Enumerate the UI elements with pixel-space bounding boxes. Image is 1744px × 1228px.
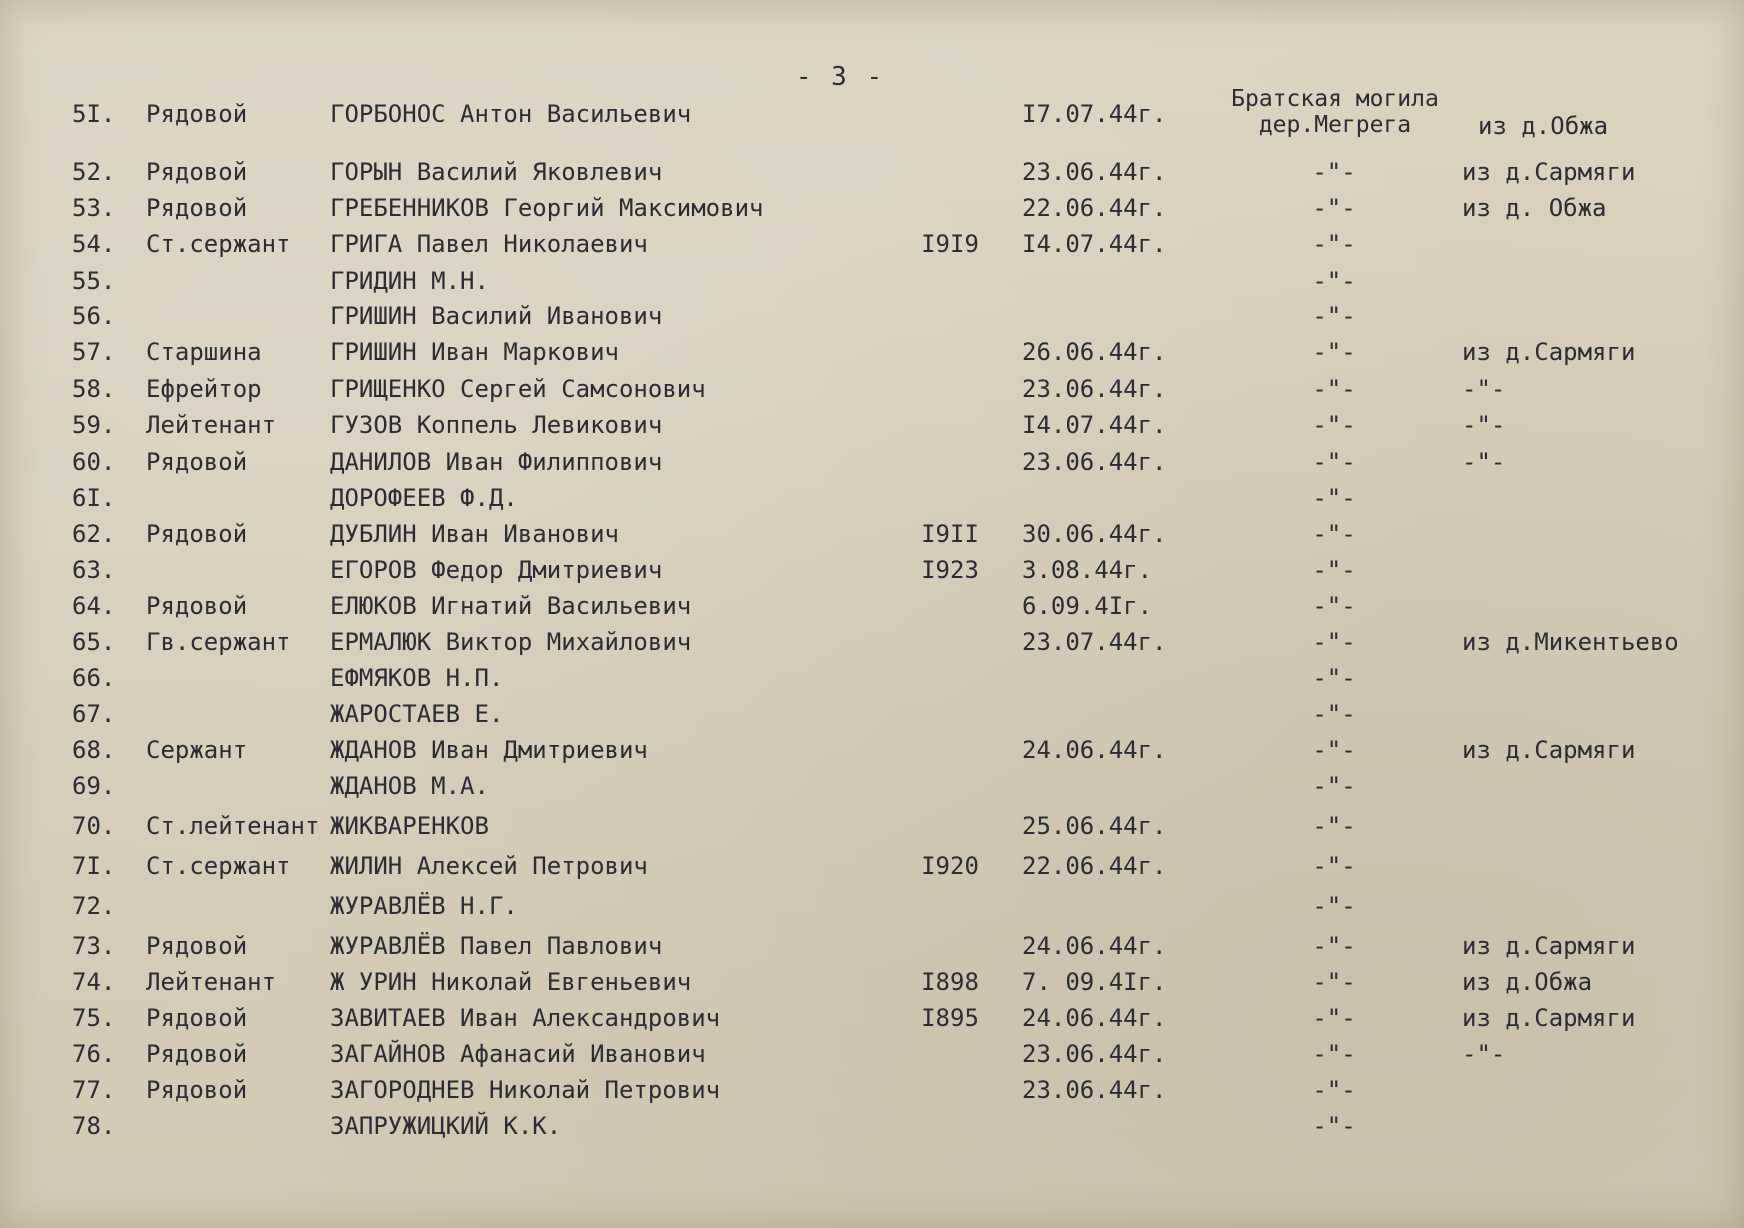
row-name: ЖУРАВЛЁВ Н.Г. <box>330 892 518 920</box>
row-name: ЕРМАЛЮК Виктор Михайлович <box>330 628 692 656</box>
row-number: 69. <box>72 772 116 800</box>
table-row <box>0 888 1744 924</box>
row-origin: -"- <box>1462 411 1506 439</box>
row-death-date: 23.06.44г. <box>1022 158 1167 186</box>
table-row <box>0 588 1744 624</box>
row-burial-place: -"- <box>1312 338 1356 366</box>
row-rank: Лейтенант <box>146 411 277 439</box>
row-rank: Рядовой <box>146 932 248 960</box>
table-row <box>0 964 1744 1000</box>
row-name: ЖУРАВЛЁВ Павел Павлович <box>330 932 663 960</box>
row-name: ЗАВИТАЕВ Иван Александрович <box>330 1004 721 1032</box>
row-burial-place: -"- <box>1312 411 1356 439</box>
table-row <box>0 263 1744 299</box>
row-birth-year: I898 <box>921 968 979 996</box>
table-row <box>0 1108 1744 1144</box>
row-burial-place: -"- <box>1312 1040 1356 1068</box>
row-origin: из д.Сармяги <box>1462 338 1636 366</box>
row-death-date: 26.06.44г. <box>1022 338 1167 366</box>
row-number: 66. <box>72 664 116 692</box>
row-death-date: 3.08.44г. <box>1022 556 1153 584</box>
table-row <box>0 732 1744 768</box>
table-row <box>0 154 1744 190</box>
row-origin: из д.Сармяги <box>1462 158 1636 186</box>
row-rank: Старшина <box>146 338 262 366</box>
row-name: ГОРЫН Василий Яковлевич <box>330 158 663 186</box>
row-name: ЕГОРОВ Федор Дмитриевич <box>330 556 663 584</box>
table-row <box>0 696 1744 732</box>
row-burial-place: -"- <box>1312 892 1356 920</box>
row-origin: из д.Сармяги <box>1462 932 1636 960</box>
row-death-date: 7. 09.4Iг. <box>1022 968 1167 996</box>
table-row <box>0 407 1744 443</box>
row-burial-place: -"- <box>1312 194 1356 222</box>
row-origin: из д.Сармяги <box>1462 736 1636 764</box>
row-name: ГУЗОВ Коппель Левикович <box>330 411 663 439</box>
row-burial-place: -"- <box>1312 1004 1356 1032</box>
row-rank: Рядовой <box>146 592 248 620</box>
row-number: 52. <box>72 158 116 186</box>
row-burial-place: -"- <box>1312 267 1356 295</box>
table-row <box>0 480 1744 516</box>
row-origin: -"- <box>1462 448 1506 476</box>
row-death-date: 23.06.44г. <box>1022 1040 1167 1068</box>
row-number: 54. <box>72 230 116 258</box>
row-death-date: 24.06.44г. <box>1022 736 1167 764</box>
row-rank: Ст.сержант <box>146 852 291 880</box>
row-burial-place: -"- <box>1312 628 1356 656</box>
row-name: ЖИКВАРЕНКОВ <box>330 812 489 840</box>
table-row <box>0 371 1744 407</box>
row-number: 78. <box>72 1112 116 1140</box>
row-name: ЖДАНОВ Иван Дмитриевич <box>330 736 648 764</box>
row-name: ДУБЛИН Иван Иванович <box>330 520 619 548</box>
row-birth-year: I923 <box>921 556 979 584</box>
row-number: 73. <box>72 932 116 960</box>
row-death-date: 25.06.44г. <box>1022 812 1167 840</box>
row-number: 63. <box>72 556 116 584</box>
row-number: 58. <box>72 375 116 403</box>
table-row <box>0 1000 1744 1036</box>
row-number: 62. <box>72 520 116 548</box>
row-name: ДОРОФЕЕВ Ф.Д. <box>330 484 518 512</box>
row-number: 6I. <box>72 484 116 512</box>
row-number: 72. <box>72 892 116 920</box>
row-rank: Рядовой <box>146 158 248 186</box>
row-burial-place: -"- <box>1312 230 1356 258</box>
row-rank: Ст.сержант <box>146 230 291 258</box>
first-row-origin: из д.Обжа <box>1478 112 1609 140</box>
row-burial-place: -"- <box>1312 772 1356 800</box>
row-name: ГРИЩЕНКО Сергей Самсонович <box>330 375 706 403</box>
burial-header-line1: Братская могила <box>1231 86 1439 112</box>
row-burial-place: -"- <box>1312 700 1356 728</box>
row-number: 57. <box>72 338 116 366</box>
row-number: 7I. <box>72 852 116 880</box>
row-number: 77. <box>72 1076 116 1104</box>
page-number: - 3 - <box>795 62 885 92</box>
row-name: ЗАГОРОДНЕВ Николай Петрович <box>330 1076 721 1104</box>
row-death-date: 24.06.44г. <box>1022 1004 1167 1032</box>
row-rank: Рядовой <box>146 1076 248 1104</box>
row-number: 75. <box>72 1004 116 1032</box>
row-burial-place: -"- <box>1312 484 1356 512</box>
row-death-date: 22.06.44г. <box>1022 852 1167 880</box>
row-burial-place: -"- <box>1312 520 1356 548</box>
row-death-date: 30.06.44г. <box>1022 520 1167 548</box>
row-number: 68. <box>72 736 116 764</box>
row-number: 74. <box>72 968 116 996</box>
row-number: 5I. <box>72 100 116 128</box>
row-number: 76. <box>72 1040 116 1068</box>
row-rank: Рядовой <box>146 100 248 128</box>
row-burial-place: -"- <box>1312 592 1356 620</box>
row-number: 53. <box>72 194 116 222</box>
row-death-date: I7.07.44г. <box>1022 100 1167 128</box>
table-row <box>0 1072 1744 1108</box>
table-row <box>0 226 1744 262</box>
row-death-date: 23.06.44г. <box>1022 448 1167 476</box>
row-death-date: 23.06.44г. <box>1022 375 1167 403</box>
row-burial-place: -"- <box>1312 736 1356 764</box>
row-burial-place: -"- <box>1312 932 1356 960</box>
row-name: ГРЕБЕННИКОВ Георгий Максимович <box>330 194 764 222</box>
row-name: ГРИШИН Иван Маркович <box>330 338 619 366</box>
row-burial-place: -"- <box>1312 1076 1356 1104</box>
row-rank: Рядовой <box>146 1004 248 1032</box>
row-death-date: 6.09.4Iг. <box>1022 592 1153 620</box>
row-birth-year: I895 <box>921 1004 979 1032</box>
row-name: ДАНИЛОВ Иван Филиппович <box>330 448 663 476</box>
row-origin: из д.Обжа <box>1462 968 1593 996</box>
row-name: ГОРБОНОС Антон Васильевич <box>330 100 692 128</box>
row-rank: Лейтенант <box>146 968 277 996</box>
row-name: ЖДАНОВ М.А. <box>330 772 489 800</box>
row-origin: из д.Микентьево <box>1462 628 1679 656</box>
table-row <box>0 334 1744 370</box>
table-row <box>0 552 1744 588</box>
row-death-date: 23.06.44г. <box>1022 1076 1167 1104</box>
row-number: 56. <box>72 302 116 330</box>
row-burial-place: -"- <box>1312 852 1356 880</box>
row-rank: Гв.сержант <box>146 628 291 656</box>
row-rank: Рядовой <box>146 448 248 476</box>
row-number: 55. <box>72 267 116 295</box>
row-name: ГРИШИН Василий Иванович <box>330 302 663 330</box>
row-number: 59. <box>72 411 116 439</box>
row-burial-place: -"- <box>1312 375 1356 403</box>
row-name: ЗАГАЙНОВ Афанасий Иванович <box>330 1040 706 1068</box>
row-death-date: I4.07.44г. <box>1022 411 1167 439</box>
row-birth-year: I9I9 <box>921 230 979 258</box>
row-death-date: I4.07.44г. <box>1022 230 1167 258</box>
row-origin: из д. Обжа <box>1462 194 1607 222</box>
row-name: ЕФМЯКОВ Н.П. <box>330 664 504 692</box>
row-rank: Рядовой <box>146 520 248 548</box>
row-burial-place: -"- <box>1312 968 1356 996</box>
row-origin: из д.Сармяги <box>1462 1004 1636 1032</box>
table-row <box>0 516 1744 552</box>
row-birth-year: I920 <box>921 852 979 880</box>
row-name: ЖИЛИН Алексей Петрович <box>330 852 648 880</box>
row-name: ЗАПРУЖИЦКИЙ К.К. <box>330 1112 562 1140</box>
table-row <box>0 190 1744 226</box>
table-row <box>0 298 1744 334</box>
row-origin: -"- <box>1462 1040 1506 1068</box>
row-burial-place: -"- <box>1312 556 1356 584</box>
row-death-date: 22.06.44г. <box>1022 194 1167 222</box>
table-row <box>0 624 1744 660</box>
row-number: 67. <box>72 700 116 728</box>
table-row <box>0 660 1744 696</box>
row-name: ГРИГА Павел Николаевич <box>330 230 648 258</box>
row-burial-place: -"- <box>1312 1112 1356 1140</box>
row-burial-place: -"- <box>1312 158 1356 186</box>
row-number: 64. <box>72 592 116 620</box>
table-row <box>0 768 1744 804</box>
row-burial-place: -"- <box>1312 448 1356 476</box>
row-rank: Ст.лейтенант <box>146 812 320 840</box>
table-row <box>0 444 1744 480</box>
row-number: 65. <box>72 628 116 656</box>
row-rank: Ефрейтор <box>146 375 262 403</box>
row-burial-place: -"- <box>1312 302 1356 330</box>
table-row <box>0 928 1744 964</box>
table-row <box>0 96 1744 132</box>
row-birth-year: I9II <box>921 520 979 548</box>
burial-header-line2: дер.Мегрега <box>1258 112 1412 138</box>
row-name: ЖАРОСТАЕВ Е. <box>330 700 504 728</box>
row-name: Ж УРИН Николай Евгеньевич <box>330 968 692 996</box>
row-burial-place: -"- <box>1312 812 1356 840</box>
row-origin: -"- <box>1462 375 1506 403</box>
row-rank: Рядовой <box>146 194 248 222</box>
row-death-date: 24.06.44г. <box>1022 932 1167 960</box>
row-number: 70. <box>72 812 116 840</box>
table-row <box>0 848 1744 884</box>
table-row <box>0 808 1744 844</box>
row-name: ГРИДИН М.Н. <box>330 267 489 295</box>
row-number: 60. <box>72 448 116 476</box>
row-burial-place: -"- <box>1312 664 1356 692</box>
row-death-date: 23.07.44г. <box>1022 628 1167 656</box>
row-rank: Сержант <box>146 736 248 764</box>
table-row <box>0 1036 1744 1072</box>
row-rank: Рядовой <box>146 1040 248 1068</box>
row-name: ЕЛЮКОВ Игнатий Васильевич <box>330 592 692 620</box>
